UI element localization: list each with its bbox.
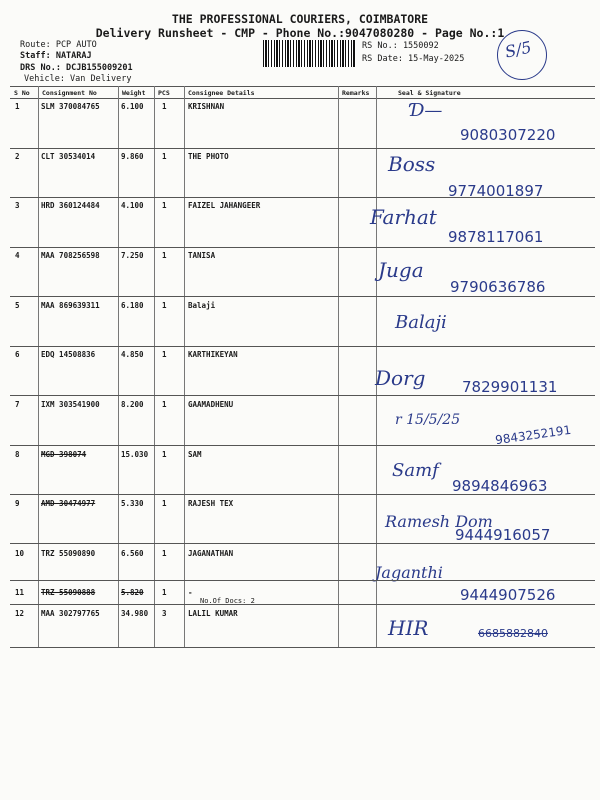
- consignee-name: TANISA: [188, 251, 216, 260]
- consignment-number: TRZ 55090888: [41, 588, 96, 597]
- handwritten-signature: Balaji: [395, 312, 447, 333]
- pieces-count: 1: [162, 301, 167, 310]
- consignee-name: JAGANATHAN: [188, 549, 234, 558]
- serial-number: 10: [15, 549, 25, 558]
- weight-value: 8.200: [121, 400, 144, 409]
- row-divider: [10, 148, 595, 149]
- company-title: THE PROFESSIONAL COURIERS, COIMBATORE: [171, 12, 429, 26]
- col-divider: [338, 86, 339, 648]
- serial-number: 6: [15, 350, 20, 359]
- pieces-count: 1: [162, 350, 167, 359]
- consignment-number: HRD 360124484: [41, 201, 100, 210]
- weight-value: 15.030: [121, 450, 149, 459]
- row-divider: [10, 543, 595, 544]
- pieces-count: 1: [162, 450, 167, 459]
- weight-value: 6.100: [121, 102, 144, 111]
- handwritten-signature: Dorg: [375, 366, 426, 390]
- handwritten-phone: 6685882840: [478, 627, 548, 640]
- consignee-name: KRISHNAN: [188, 102, 225, 111]
- col-sno: S No: [14, 89, 30, 97]
- handwritten-phone: 9878117061: [448, 228, 544, 246]
- col-signature: Seal & Signature: [398, 89, 461, 97]
- serial-number: 12: [15, 609, 25, 618]
- table-top-line: [10, 86, 595, 87]
- consignment-number: MAA 708256598: [41, 251, 100, 260]
- handwritten-signature: Ramesh Dom: [385, 512, 493, 531]
- consignment-number: AMD 30474977: [41, 499, 96, 508]
- col-consignee: Consignee Details: [188, 89, 255, 97]
- consignment-number: MAA 302797765: [41, 609, 100, 618]
- row-divider: [10, 197, 595, 198]
- serial-number: 5: [15, 301, 20, 310]
- consignee-name: THE PHOTO: [188, 152, 229, 161]
- consignment-number: IXM 303541900: [41, 400, 100, 409]
- consignment-number: SLM 370084765: [41, 102, 100, 111]
- weight-value: 5.820: [121, 588, 144, 597]
- consignment-number: EDQ 14508836: [41, 350, 96, 359]
- pieces-count: 1: [162, 588, 167, 597]
- weight-value: 6.560: [121, 549, 144, 558]
- consignment-number: MAA 869639311: [41, 301, 100, 310]
- row-divider: [10, 647, 595, 648]
- weight-value: 9.860: [121, 152, 144, 161]
- col-divider: [118, 86, 119, 648]
- consignment-number: CLT 30534014: [41, 152, 96, 161]
- pieces-count: 1: [162, 400, 167, 409]
- handwritten-phone: 9790636786: [450, 278, 546, 296]
- handwritten-signature: Juga: [378, 258, 424, 282]
- pieces-count: 3: [162, 609, 167, 618]
- serial-number: 11: [15, 588, 25, 597]
- consignee-name: SAM: [188, 450, 202, 459]
- handwritten-phone: 9444916057: [455, 526, 551, 544]
- col-weight: Weight: [122, 89, 146, 97]
- handwritten-signature: Ɗ—: [410, 100, 443, 121]
- row-divider: [10, 296, 595, 297]
- vehicle-label: Vehicle: Van Delivery: [24, 74, 132, 84]
- handwritten-phone: 9444907526: [460, 586, 556, 604]
- consignee-name: KARTHIKEYAN: [188, 350, 238, 359]
- pieces-count: 1: [162, 251, 167, 260]
- pieces-count: 1: [162, 152, 167, 161]
- row-divider: [10, 445, 595, 446]
- pieces-count: 1: [162, 499, 167, 508]
- handwritten-signature: HIR: [388, 616, 429, 640]
- serial-number: 4: [15, 251, 20, 260]
- rs-number: RS No.: 1550092: [362, 41, 439, 51]
- col-divider: [38, 86, 39, 648]
- handwritten-signature: r 15/5/25: [395, 412, 461, 428]
- weight-value: 5.330: [121, 499, 144, 508]
- runsheet-subtitle: Delivery Runsheet - CMP - Phone No.:9047080280 - Page No.:1: [95, 26, 505, 40]
- pieces-count: 1: [162, 201, 167, 210]
- weight-value: 7.250: [121, 251, 144, 260]
- consignee-name: GAAMADHENU: [188, 400, 234, 409]
- consignee-name: Balaji: [188, 301, 216, 310]
- header-bottom-line: [10, 98, 595, 99]
- row-divider: [10, 580, 595, 581]
- weight-value: 4.850: [121, 350, 144, 359]
- consignee-name: FAIZEL JAHANGEER: [188, 201, 261, 210]
- handwritten-phone: 9080307220: [460, 126, 556, 144]
- serial-number: 7: [15, 400, 20, 409]
- handwritten-signature: Farhat: [370, 205, 437, 229]
- consignment-number: MGD 398074: [41, 450, 87, 459]
- consignment-number: TRZ 55090890: [41, 549, 96, 558]
- handwritten-phone: 9843252191: [494, 422, 572, 448]
- pieces-count: 1: [162, 549, 167, 558]
- handwritten-phone: 9894846963: [452, 477, 548, 495]
- weight-value: 34.980: [121, 609, 149, 618]
- barcode: [263, 40, 356, 67]
- handwritten-signature: Boss: [388, 152, 436, 176]
- serial-number: 1: [15, 102, 20, 111]
- row-divider: [10, 604, 595, 605]
- serial-number: 2: [15, 152, 20, 161]
- consignee-name: -: [188, 588, 193, 597]
- serial-number: 3: [15, 201, 20, 210]
- consignee-name: LALIL KUMAR: [188, 609, 238, 618]
- row-divider: [10, 395, 595, 396]
- handwritten-signature: Jaganthi: [375, 563, 443, 582]
- row-divider: [10, 494, 595, 495]
- drs-label: DRS No.: DCJB155009201: [20, 63, 133, 73]
- stamp-text: S/5: [503, 37, 534, 62]
- serial-number: 8: [15, 450, 20, 459]
- col-consignment: Consignment No: [42, 89, 97, 97]
- col-remarks: Remarks: [342, 89, 370, 97]
- row-divider: [10, 346, 595, 347]
- handwritten-phone: 9774001897: [448, 182, 544, 200]
- col-divider: [154, 86, 155, 648]
- consignee-name: RAJESH TEX: [188, 499, 234, 508]
- route-label: Route: PCP AUTO: [20, 40, 97, 50]
- serial-number: 9: [15, 499, 20, 508]
- rs-date: RS Date: 15-May-2025: [362, 54, 465, 64]
- handwritten-signature: Samf: [392, 460, 439, 481]
- col-pcs: PCS: [158, 89, 170, 97]
- weight-value: 6.180: [121, 301, 144, 310]
- row-divider: [10, 247, 595, 248]
- weight-value: 4.100: [121, 201, 144, 210]
- col-divider: [184, 86, 185, 648]
- handwritten-phone: 7829901131: [462, 378, 558, 396]
- no-of-docs: No.Of Docs: 2: [200, 597, 255, 605]
- staff-label: Staff: NATARAJ: [20, 51, 92, 61]
- pieces-count: 1: [162, 102, 167, 111]
